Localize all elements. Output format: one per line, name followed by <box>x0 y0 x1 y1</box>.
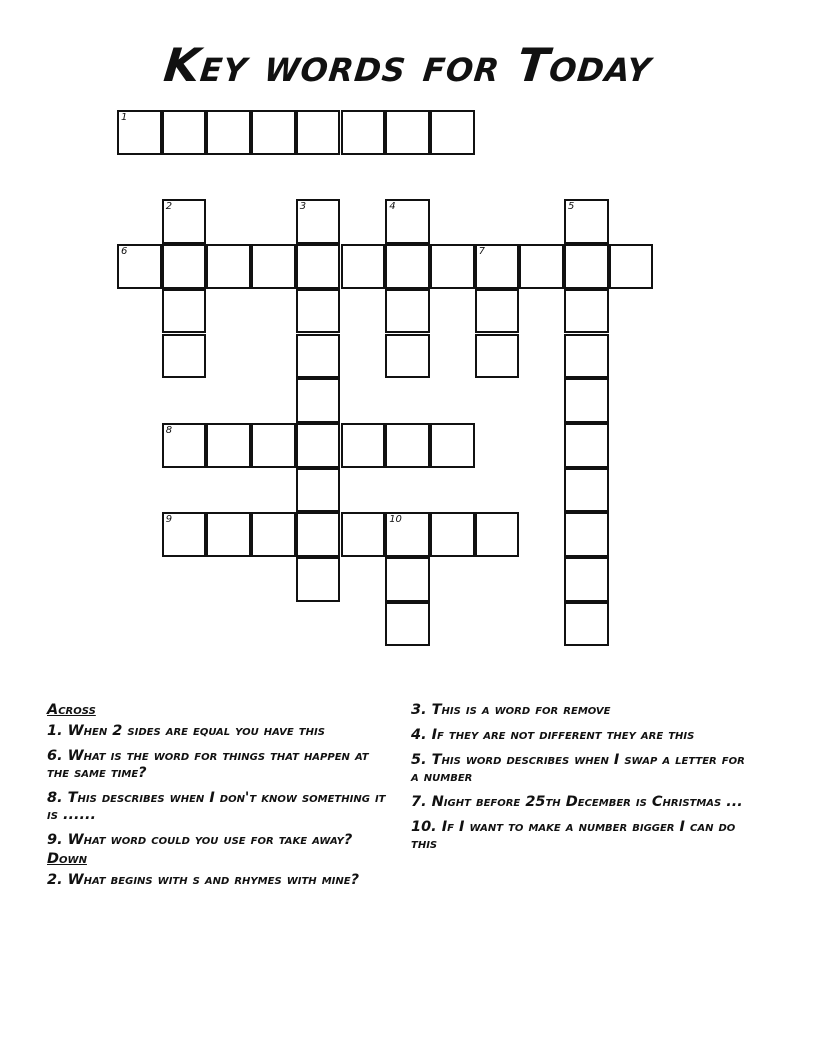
grid-cell[interactable] <box>385 334 430 379</box>
across-heading: Across <box>47 702 96 718</box>
grid-cell[interactable] <box>385 110 430 155</box>
clue-down-10: 10. If I want to make a number bigger I can do this <box>411 819 736 852</box>
grid-cell[interactable] <box>296 334 341 379</box>
grid-cell[interactable] <box>162 199 207 244</box>
grid-cell[interactable] <box>296 557 341 602</box>
grid-cell[interactable] <box>564 378 609 423</box>
grid-cell[interactable] <box>475 289 520 334</box>
grid-cell[interactable] <box>564 289 609 334</box>
clues-left-column <box>47 702 387 897</box>
grid-cell[interactable] <box>206 512 251 557</box>
grid-cell[interactable] <box>341 423 386 468</box>
grid-cell[interactable] <box>296 423 341 468</box>
clue-number: 9 <box>165 514 173 526</box>
grid-cell[interactable] <box>519 244 564 289</box>
grid-cell[interactable] <box>117 110 162 155</box>
grid-cell[interactable] <box>206 423 251 468</box>
clue-number: 4 <box>389 201 396 213</box>
clue-number: 5 <box>568 201 575 213</box>
grid-cell[interactable] <box>162 423 207 468</box>
grid-cell[interactable] <box>385 289 430 334</box>
grid-cell[interactable] <box>385 244 430 289</box>
grid-cell[interactable] <box>385 512 430 557</box>
clue-down-2: 2. What begins with s and rhymes with mine? <box>47 872 359 888</box>
grid-cell[interactable] <box>385 602 430 647</box>
grid-cell[interactable] <box>296 110 341 155</box>
grid-cell[interactable] <box>475 244 520 289</box>
grid-cell[interactable] <box>385 557 430 602</box>
grid-cell[interactable] <box>475 334 520 379</box>
grid-cell[interactable] <box>296 512 341 557</box>
grid-cell[interactable] <box>430 110 475 155</box>
grid-cell[interactable] <box>251 423 296 468</box>
grid-cell[interactable] <box>162 512 207 557</box>
clue-number: 1 <box>121 112 128 123</box>
clue-number: 7 <box>478 246 485 258</box>
grid-cell[interactable] <box>341 110 386 155</box>
clues-right-column <box>411 702 751 861</box>
grid-cell[interactable] <box>162 244 207 289</box>
clue-across-6: 6. What is the word for things that happen at the same time? <box>47 748 369 781</box>
grid-cell[interactable] <box>609 244 654 289</box>
grid-cell[interactable] <box>296 244 341 289</box>
grid-cell[interactable] <box>117 244 162 289</box>
grid-cell[interactable] <box>564 557 609 602</box>
crossword-grid <box>117 110 717 670</box>
grid-cell[interactable] <box>564 468 609 513</box>
grid-cell[interactable] <box>296 289 341 334</box>
clue-across-9: 9. What word could you use for take away? <box>47 832 353 848</box>
grid-cell[interactable] <box>341 244 386 289</box>
grid-cell[interactable] <box>385 199 430 244</box>
clue-number: 8 <box>165 424 173 436</box>
grid-cell[interactable] <box>341 512 386 557</box>
grid-cell[interactable] <box>162 289 207 334</box>
grid-cell[interactable] <box>564 334 609 379</box>
clue-down-4: 4. If they are not different they are this <box>411 727 695 743</box>
clue-across-8: 8. This describes when I don't know something it is ...... <box>47 790 386 823</box>
grid-cell[interactable] <box>206 110 251 155</box>
clue-down-3: 3. This is a word for remove <box>411 702 611 718</box>
clue-down-5: 5. This word describes when I swap a letter for a number <box>411 752 745 785</box>
grid-cell[interactable] <box>162 110 207 155</box>
grid-cell[interactable] <box>430 512 475 557</box>
clue-number: 10 <box>389 514 402 526</box>
down-heading: Down <box>47 851 87 867</box>
grid-cell[interactable] <box>296 378 341 423</box>
grid-cell[interactable] <box>251 244 296 289</box>
clue-number: 3 <box>299 201 307 213</box>
grid-cell[interactable] <box>251 110 296 155</box>
clue-down-7: 7. Night before 25th December is Christmas ... <box>411 794 743 810</box>
grid-cell[interactable] <box>430 244 475 289</box>
grid-cell[interactable] <box>251 512 296 557</box>
grid-cell[interactable] <box>296 199 341 244</box>
grid-cell[interactable] <box>385 423 430 468</box>
grid-cell[interactable] <box>162 334 207 379</box>
clue-number: 2 <box>165 201 173 213</box>
clue-number: 6 <box>121 246 128 258</box>
grid-cell[interactable] <box>564 512 609 557</box>
grid-cell[interactable] <box>564 199 609 244</box>
clue-across-1: 1. When 2 sides are equal you have this <box>47 723 325 739</box>
grid-cell[interactable] <box>430 423 475 468</box>
page-title: Key words for Today <box>161 38 655 92</box>
grid-cell[interactable] <box>564 244 609 289</box>
grid-cell[interactable] <box>475 512 520 557</box>
grid-cell[interactable] <box>206 244 251 289</box>
grid-cell[interactable] <box>564 602 609 647</box>
grid-cell[interactable] <box>564 423 609 468</box>
grid-cell[interactable] <box>296 468 341 513</box>
